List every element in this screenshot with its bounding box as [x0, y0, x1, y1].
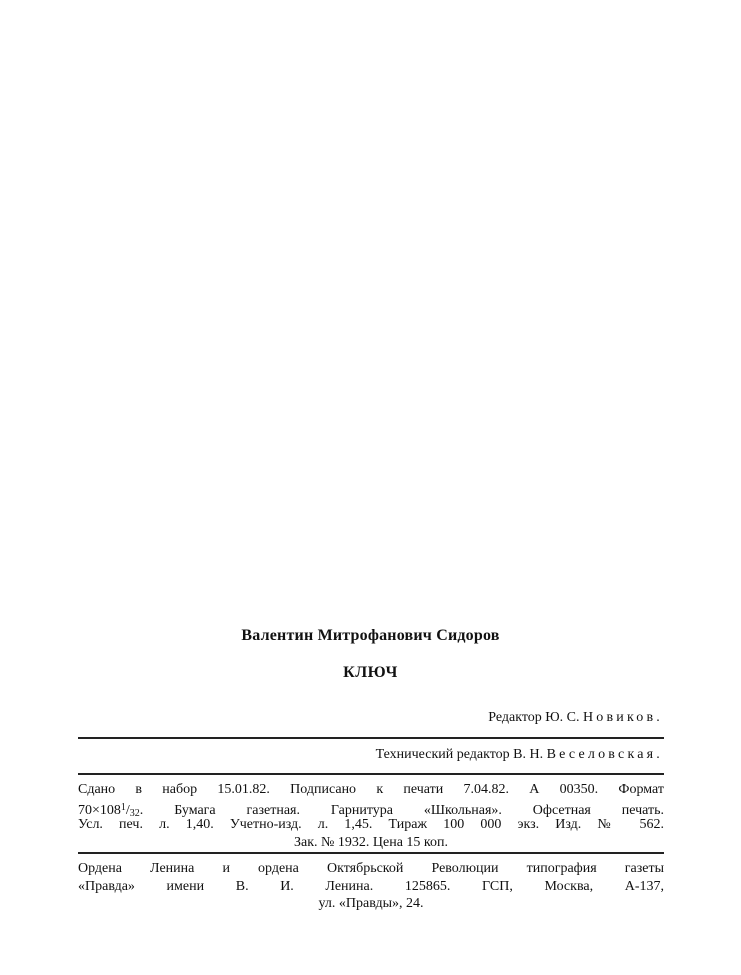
paper-and-typeface: . Бумага газетная. Гарнитура «Школьная». Офсетная печать.	[139, 802, 664, 818]
print-details-line: Зак. № 1932. Цена 15 коп.	[294, 834, 448, 850]
technical-editor-name: Веселовская.	[546, 747, 663, 762]
format-fraction-numerator: 1	[120, 801, 126, 813]
technical-editor-role: Технический редактор В. Н.	[375, 747, 544, 762]
printer-details-line: «Правда» имени В. И. Ленина. 125865. ГСП, Москва, А-137,	[78, 878, 664, 894]
print-details-line: Усл. печ. л. 1,40. Учетно-изд. л. 1,45. Тираж 100 000 экз. Изд. № 562.	[78, 817, 664, 832]
technical-editor-credit	[376, 747, 663, 763]
print-details-line: $70\times 108^1/32$. Бумага газетная. Гарнитура «Школьная». Офсетная печать.	[78, 801, 664, 819]
printer-details-line: Ордена Ленина и ордена Октябрьской Революции типография газеты	[78, 861, 664, 876]
format-fraction-denominator: 32	[129, 807, 140, 819]
author-name: Валентин Митрофанович Сидоров	[241, 627, 500, 644]
editor-credit	[488, 710, 663, 726]
printer-details	[78, 860, 664, 913]
editor-name: Новиков.	[582, 710, 663, 725]
print-details	[78, 781, 664, 851]
divider-rule	[78, 852, 664, 854]
print-details-line: Сдано в набор 15.01.82. Подписано к печати 7.04.82. А 00350. Формат	[78, 782, 664, 797]
editor-role: Редактор Ю. С.	[488, 710, 580, 725]
divider-rule	[78, 737, 664, 739]
divider-rule	[78, 773, 664, 775]
printer-details-line: ул. «Правды», 24.	[318, 896, 424, 911]
format-size: 70×108	[78, 802, 121, 818]
book-title: КЛЮЧ	[343, 664, 398, 681]
